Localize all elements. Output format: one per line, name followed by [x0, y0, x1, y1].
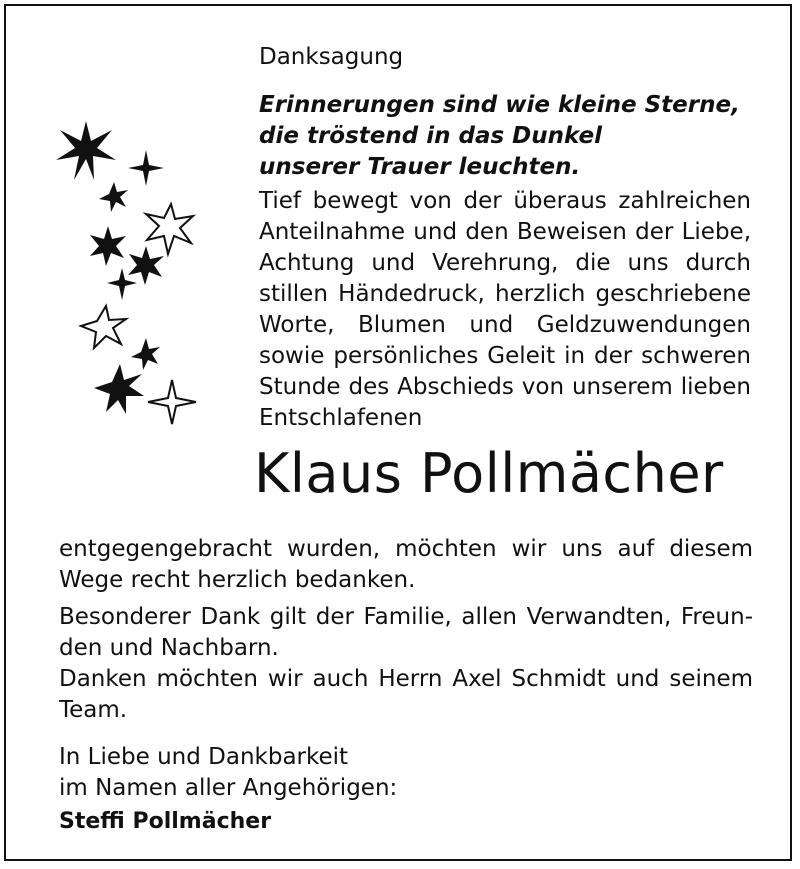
text-line: Stunde des Abschieds von unserem lieben: [259, 374, 751, 400]
notice-heading: Danksagung: [259, 44, 404, 70]
star-icon: [90, 226, 126, 266]
text-line: Wege recht herzlich bedanken.: [59, 567, 416, 593]
intro-paragraph: [259, 186, 751, 434]
star-icon: [131, 338, 160, 370]
text-line: entgegengebracht wurden, möchten wir uns auf diesem: [59, 536, 753, 562]
star-icon: [56, 121, 116, 180]
text-line: In Liebe und Dankbarkeit: [59, 744, 349, 770]
deceased-name: Klaus Pollmächer: [254, 442, 724, 505]
verse-line: Erinnerungen sind wie kleine Sterne,: [259, 92, 740, 118]
star-outline-icon: [148, 380, 196, 424]
star-icon: [128, 150, 164, 186]
text-line: im Namen aller Angehörigen:: [59, 775, 398, 801]
text-line: Tief bewegt von der überaus zahlreichen: [259, 188, 751, 214]
star-icon: [128, 246, 164, 285]
verse-quote: [259, 90, 759, 183]
signer-name: Steffi Pollmächer: [59, 809, 272, 834]
text-line: Entschlafenen: [259, 405, 423, 431]
verse-line: unserer Trauer leuchten.: [259, 154, 581, 180]
text-line: Danken möchten wir auch Herrn Axel Schmidt und seinem: [59, 666, 753, 692]
text-line: Anteilnahme und den Beweisen der Liebe,: [259, 219, 751, 245]
family-thanks-paragraph: [59, 602, 753, 664]
team-thanks-paragraph: [59, 664, 753, 726]
star-outline-icon: [81, 306, 126, 348]
star-icon: [94, 364, 144, 414]
verse-line: die tröstend in das Dunkel: [259, 123, 602, 149]
closing-lines: [59, 742, 753, 804]
text-line: sowie persönliches Geleit in der schweren: [259, 343, 751, 369]
star-icon: [99, 182, 128, 212]
thanks-paragraph: [59, 534, 753, 596]
text-line: Besonderer Dank gilt der Familie, allen Verwandten, Freun-: [59, 604, 753, 630]
text-line: Achtung und Verehrung, die uns durch: [259, 250, 751, 276]
text-line: den und Nachbarn.: [59, 635, 279, 661]
stars-decoration-icon: [46, 106, 216, 436]
text-line: Team.: [59, 697, 128, 723]
text-line: Worte, Blumen und Geldzuwendungen: [259, 312, 751, 338]
obituary-notice: [4, 4, 792, 861]
star-outline-icon: [146, 204, 193, 254]
text-line: stillen Händedruck, herzlich geschriebene: [259, 281, 751, 307]
